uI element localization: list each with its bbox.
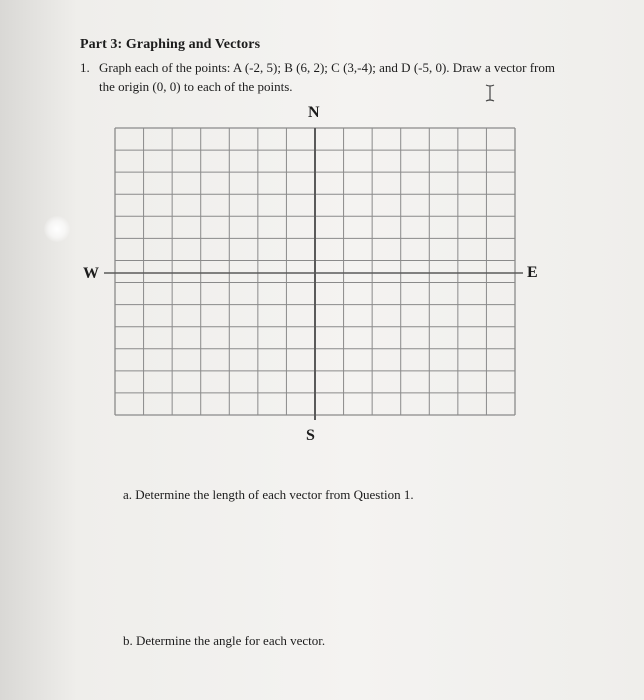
north-label: N — [308, 104, 320, 121]
sub-question-a: a. Determine the length of each vector from Question 1. — [123, 487, 414, 502]
question-text-line-1: Graph each of the points: A (-2, 5); B (6, 2); C (3,-4); and D (-5, 0). Draw a vector from — [99, 60, 555, 75]
question-number: 1. — [80, 60, 90, 75]
west-label: W — [83, 265, 99, 282]
part-title: Part 3: Graphing and Vectors — [80, 37, 261, 52]
east-label: E — [527, 264, 538, 281]
question-text-line-2: the origin (0, 0) to each of the points. — [99, 79, 293, 94]
sub-question-b: b. Determine the angle for each vector. — [123, 633, 326, 648]
south-label: S — [306, 427, 315, 444]
